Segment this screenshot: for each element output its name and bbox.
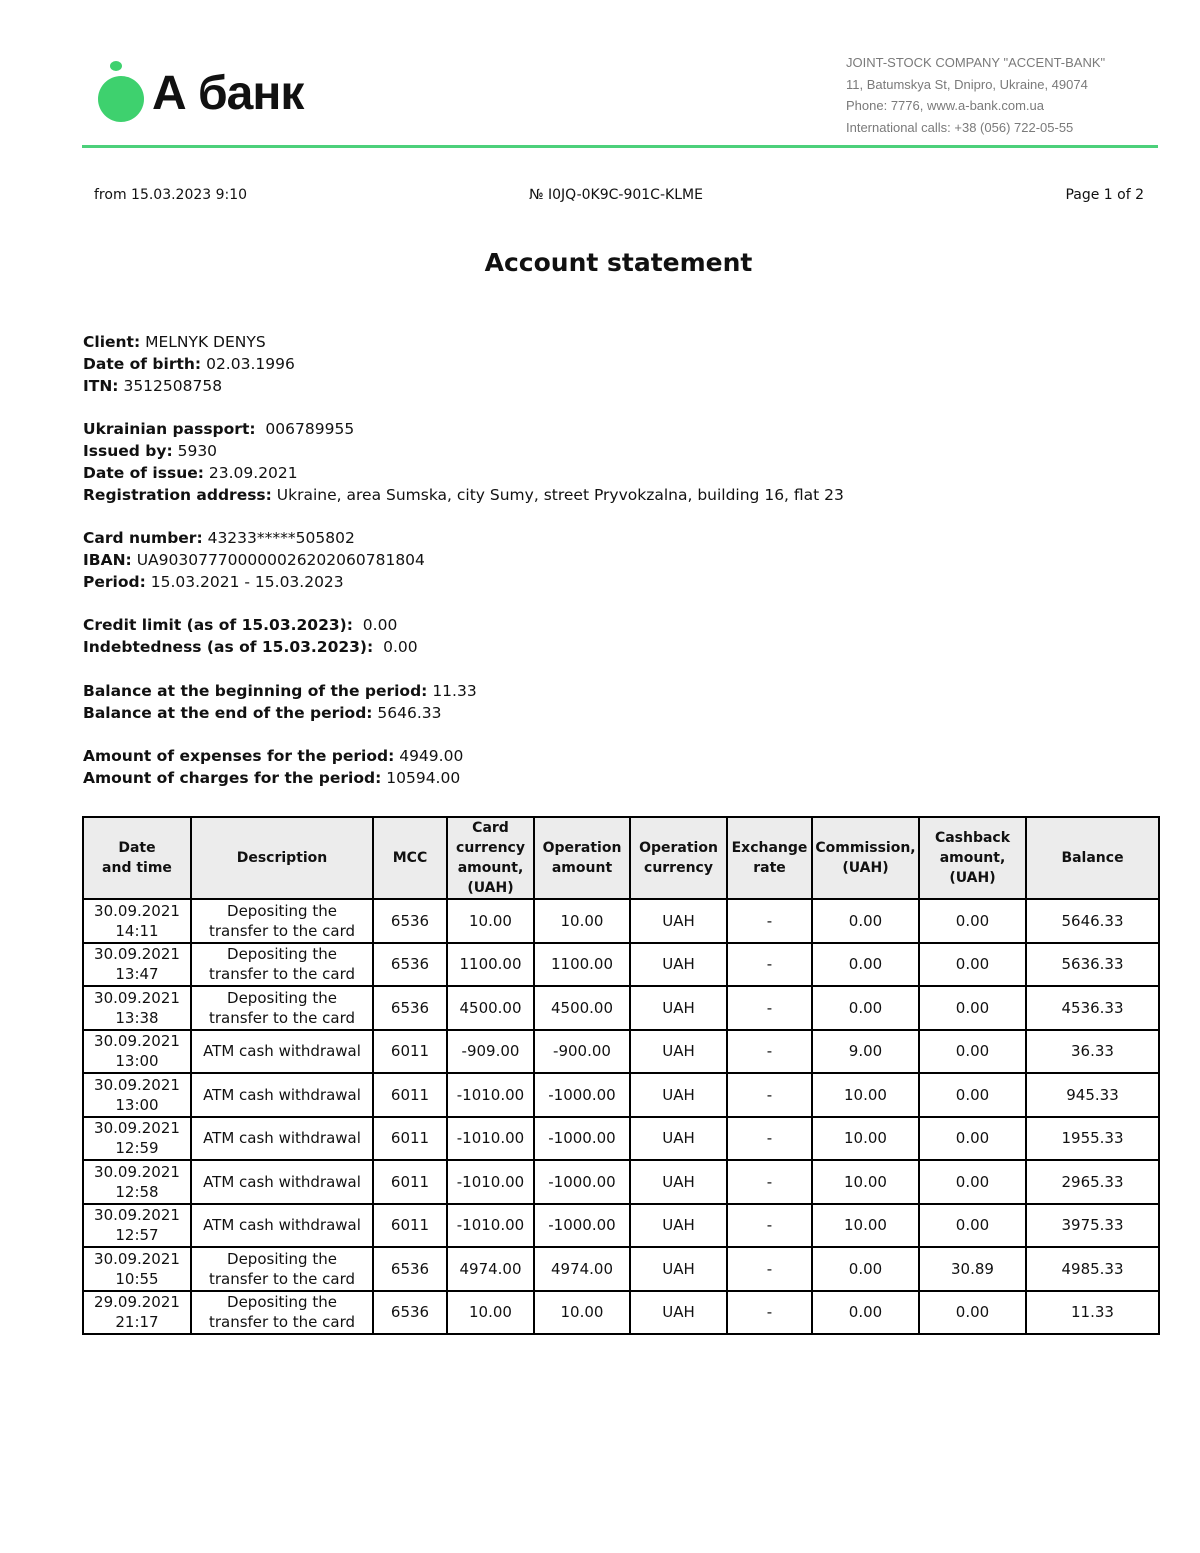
cell-operation-currency: UAH (630, 1247, 727, 1291)
cell-operation-currency: UAH (630, 899, 727, 943)
cell-description: Depositing the transfer to the card (191, 986, 373, 1030)
cell-cashback-amount: 0.00 (919, 943, 1026, 987)
dob-row (83, 354, 844, 376)
address-label: Registration address: (83, 485, 272, 504)
column-header-operation-currency: Operation currency (630, 817, 727, 899)
cell-description: ATM cash withdrawal (191, 1204, 373, 1248)
issue-date-label: Date of issue: (83, 463, 204, 482)
cell-exchange-rate: - (727, 1073, 812, 1117)
cell-balance: 1955.33 (1026, 1117, 1159, 1161)
cell-description: Depositing the transfer to the card (191, 1247, 373, 1291)
cell-date-time: 30.09.2021 12:59 (83, 1117, 191, 1161)
cell-date-time: 30.09.2021 12:57 (83, 1204, 191, 1248)
company-address: 11, Batumskya St, Dnipro, Ukraine, 49074 (846, 76, 1088, 92)
client-label: Client: (83, 333, 141, 351)
cell-date-time: 29.09.2021 21:17 (83, 1291, 191, 1335)
balance-begin-label: Balance at the beginning of the period: (83, 681, 428, 700)
cell-commission: 10.00 (812, 1073, 919, 1117)
cell-description: ATM cash withdrawal (191, 1030, 373, 1074)
column-header-mcc: MCC (373, 817, 447, 899)
cell-balance: 3975.33 (1026, 1204, 1159, 1248)
column-header-operation-amount: Operation amount (534, 817, 630, 899)
header-divider (82, 145, 1158, 148)
cell-card-currency-amount: 4974.00 (447, 1247, 534, 1291)
cell-card-currency-amount: -1010.00 (447, 1204, 534, 1248)
table-row (83, 899, 1159, 943)
table-body (83, 899, 1159, 1334)
cell-commission: 10.00 (812, 1204, 919, 1248)
passport-value: 006789955 (265, 420, 355, 439)
address-row (83, 485, 844, 507)
card-value: 43233*****505802 (207, 529, 355, 548)
cell-date-time: 30.09.2021 14:11 (83, 899, 191, 943)
dob-value: 02.03.1996 (206, 354, 295, 373)
expenses-row (83, 746, 844, 768)
expenses-label: Amount of expenses for the period: (83, 747, 395, 766)
column-header-date-time: Date and time (83, 817, 191, 899)
address-value: Ukraine, area Sumska, city Sumy, street Pryvokzalna, building 16, flat 23 (276, 485, 844, 504)
cell-cashback-amount: 0.00 (919, 986, 1026, 1030)
charges-label: Amount of charges for the period: (83, 768, 382, 787)
company-phone: Phone: 7776, www.a-bank.com.ua (846, 98, 1045, 113)
cell-description: Depositing the transfer to the card (191, 899, 373, 943)
cell-exchange-rate: - (727, 1291, 812, 1335)
cell-balance: 4985.33 (1026, 1247, 1159, 1291)
client-info (83, 332, 844, 790)
balance-end-row (83, 703, 844, 725)
apple-logo-icon (98, 61, 144, 122)
table-header-row (83, 817, 1159, 899)
cell-mcc: 6536 (373, 986, 447, 1030)
table-row (83, 1030, 1159, 1074)
cell-card-currency-amount: -1010.00 (447, 1117, 534, 1161)
cell-commission: 0.00 (812, 1247, 919, 1291)
card-row (83, 528, 844, 550)
cell-operation-amount: -1000.00 (534, 1117, 630, 1161)
cell-balance: 4536.33 (1026, 986, 1159, 1030)
charges-value: 10594.00 (386, 768, 461, 787)
cell-description: ATM cash withdrawal (191, 1117, 373, 1161)
cell-mcc: 6536 (373, 1247, 447, 1291)
debt-label: Indebtedness (as of 15.03.2023): (83, 638, 374, 657)
balance-end-label: Balance at the end of the period: (83, 703, 373, 722)
iban-value: UA903077700000026202060781804 (136, 550, 425, 569)
cell-commission: 9.00 (812, 1030, 919, 1074)
column-header-exchange-rate: Exchange rate (727, 817, 812, 899)
period-label: Period: (83, 572, 146, 591)
cell-exchange-rate: - (727, 899, 812, 943)
iban-label: IBAN: (83, 550, 132, 569)
cell-card-currency-amount: -909.00 (447, 1030, 534, 1074)
itn-label: ITN: (83, 376, 119, 395)
cell-operation-currency: UAH (630, 943, 727, 987)
cell-mcc: 6011 (373, 1160, 447, 1204)
cell-cashback-amount: 0.00 (919, 1160, 1026, 1204)
charges-row (83, 768, 844, 790)
table-row (83, 1204, 1159, 1248)
client-value: MELNYK DENYS (145, 333, 266, 351)
column-header-cashback-amount: Cashback amount, (UAH) (919, 817, 1026, 899)
cell-card-currency-amount: 4500.00 (447, 986, 534, 1030)
cell-cashback-amount: 0.00 (919, 1030, 1026, 1074)
cell-exchange-rate: - (727, 943, 812, 987)
cell-commission: 10.00 (812, 1117, 919, 1161)
cell-exchange-rate: - (727, 1030, 812, 1074)
cell-operation-amount: -1000.00 (534, 1204, 630, 1248)
itn-row (83, 376, 844, 398)
cell-balance: 5636.33 (1026, 943, 1159, 987)
debt-value: 0.00 (383, 638, 418, 657)
cell-date-time: 30.09.2021 13:00 (83, 1073, 191, 1117)
expenses-value: 4949.00 (399, 747, 464, 766)
cell-balance: 945.33 (1026, 1073, 1159, 1117)
cell-mcc: 6011 (373, 1117, 447, 1161)
cell-operation-amount: -900.00 (534, 1030, 630, 1074)
cell-card-currency-amount: -1010.00 (447, 1073, 534, 1117)
balance-begin-row (83, 681, 844, 703)
cell-exchange-rate: - (727, 986, 812, 1030)
page-indicator: Page 1 of 2 (1065, 187, 1144, 203)
cell-operation-currency: UAH (630, 1204, 727, 1248)
cell-cashback-amount: 0.00 (919, 1073, 1026, 1117)
cell-mcc: 6011 (373, 1073, 447, 1117)
table-row (83, 1291, 1159, 1335)
cell-date-time: 30.09.2021 13:47 (83, 943, 191, 987)
column-header-balance: Balance (1026, 817, 1159, 899)
transactions-table (82, 816, 1160, 1335)
issued-row (83, 441, 844, 463)
period-row (83, 572, 844, 594)
company-info (846, 52, 1105, 138)
balance-end-value: 5646.33 (377, 703, 442, 722)
cell-operation-amount: 4974.00 (534, 1247, 630, 1291)
cell-date-time: 30.09.2021 13:38 (83, 986, 191, 1030)
iban-row (83, 550, 844, 572)
cell-balance: 36.33 (1026, 1030, 1159, 1074)
credit-value: 0.00 (362, 616, 398, 635)
cell-cashback-amount: 0.00 (919, 1291, 1026, 1335)
cell-operation-currency: UAH (630, 1160, 727, 1204)
cell-exchange-rate: - (727, 1117, 812, 1161)
cell-operation-currency: UAH (630, 1073, 727, 1117)
itn-value: 3512508758 (123, 376, 223, 395)
cell-description: Depositing the transfer to the card (191, 943, 373, 987)
cell-balance: 11.33 (1026, 1291, 1159, 1335)
cell-exchange-rate: - (727, 1204, 812, 1248)
statement-date: from 15.03.2023 9:10 (94, 187, 248, 203)
cell-cashback-amount: 0.00 (919, 1204, 1026, 1248)
cell-cashback-amount: 0.00 (919, 1117, 1026, 1161)
cell-balance: 2965.33 (1026, 1160, 1159, 1204)
cell-mcc: 6536 (373, 1291, 447, 1335)
cell-operation-amount: -1000.00 (534, 1073, 630, 1117)
cell-cashback-amount: 30.89 (919, 1247, 1026, 1291)
issue-date-row (83, 463, 844, 485)
cell-operation-amount: 4500.00 (534, 986, 630, 1030)
table-row (83, 1160, 1159, 1204)
cell-operation-currency: UAH (630, 1117, 727, 1161)
cell-operation-currency: UAH (630, 1030, 727, 1074)
cell-commission: 0.00 (812, 899, 919, 943)
cell-commission: 0.00 (812, 986, 919, 1030)
cell-operation-amount: -1000.00 (534, 1160, 630, 1204)
passport-row (83, 419, 844, 441)
company-intl-phone: International calls: +38 (056) 722-05-55 (846, 119, 1074, 135)
cell-card-currency-amount: 1100.00 (447, 943, 534, 987)
cell-balance: 5646.33 (1026, 899, 1159, 943)
cell-mcc: 6536 (373, 899, 447, 943)
cell-commission: 10.00 (812, 1160, 919, 1204)
cell-date-time: 30.09.2021 12:58 (83, 1160, 191, 1204)
debt-row (83, 637, 844, 659)
cell-description: ATM cash withdrawal (191, 1160, 373, 1204)
table-row (83, 1073, 1159, 1117)
table-row (83, 943, 1159, 987)
cell-description: Depositing the transfer to the card (191, 1291, 373, 1335)
issue-date-value: 23.09.2021 (208, 463, 298, 482)
period-value: 15.03.2021 - 15.03.2023 (150, 572, 344, 591)
cell-exchange-rate: - (727, 1247, 812, 1291)
table-row (83, 1117, 1159, 1161)
cell-date-time: 30.09.2021 13:00 (83, 1030, 191, 1074)
issued-value: 5930 (177, 441, 218, 460)
cell-operation-amount: 1100.00 (534, 943, 630, 987)
cell-card-currency-amount: 10.00 (447, 899, 534, 943)
cell-exchange-rate: - (727, 1160, 812, 1204)
cell-commission: 0.00 (812, 1291, 919, 1335)
cell-cashback-amount: 0.00 (919, 899, 1026, 943)
card-label: Card number: (83, 529, 203, 548)
column-header-description: Description (191, 817, 373, 899)
cell-operation-amount: 10.00 (534, 1291, 630, 1335)
credit-row (83, 615, 844, 637)
cell-operation-currency: UAH (630, 1291, 727, 1335)
balance-begin-value: 11.33 (432, 681, 477, 700)
cell-commission: 0.00 (812, 943, 919, 987)
table-row (83, 986, 1159, 1030)
logo-wordmark: А банк (152, 67, 304, 120)
client-row (83, 332, 844, 354)
cell-date-time: 30.09.2021 10:55 (83, 1247, 191, 1291)
page-title: Account statement (484, 248, 753, 277)
cell-operation-currency: UAH (630, 986, 727, 1030)
cell-card-currency-amount: -1010.00 (447, 1160, 534, 1204)
dob-label: Date of birth: (83, 354, 202, 373)
statement-number: № I0JQ-0K9C-901C-KLME (529, 187, 703, 203)
issued-label: Issued by: (83, 441, 173, 460)
company-name: JOINT-STOCK COMPANY "ACCENT-BANK" (846, 55, 1106, 70)
passport-label: Ukrainian passport: (83, 420, 256, 439)
cell-card-currency-amount: 10.00 (447, 1291, 534, 1335)
cell-description: ATM cash withdrawal (191, 1073, 373, 1117)
cell-mcc: 6536 (373, 943, 447, 987)
table-row (83, 1247, 1159, 1291)
column-header-card-currency-amount: Card currency amount, (UAH) (447, 817, 534, 899)
column-header-commission: Commission, (UAH) (812, 817, 919, 899)
credit-label: Credit limit (as of 15.03.2023): (83, 616, 353, 635)
cell-operation-amount: 10.00 (534, 899, 630, 943)
cell-mcc: 6011 (373, 1204, 447, 1248)
cell-mcc: 6011 (373, 1030, 447, 1074)
